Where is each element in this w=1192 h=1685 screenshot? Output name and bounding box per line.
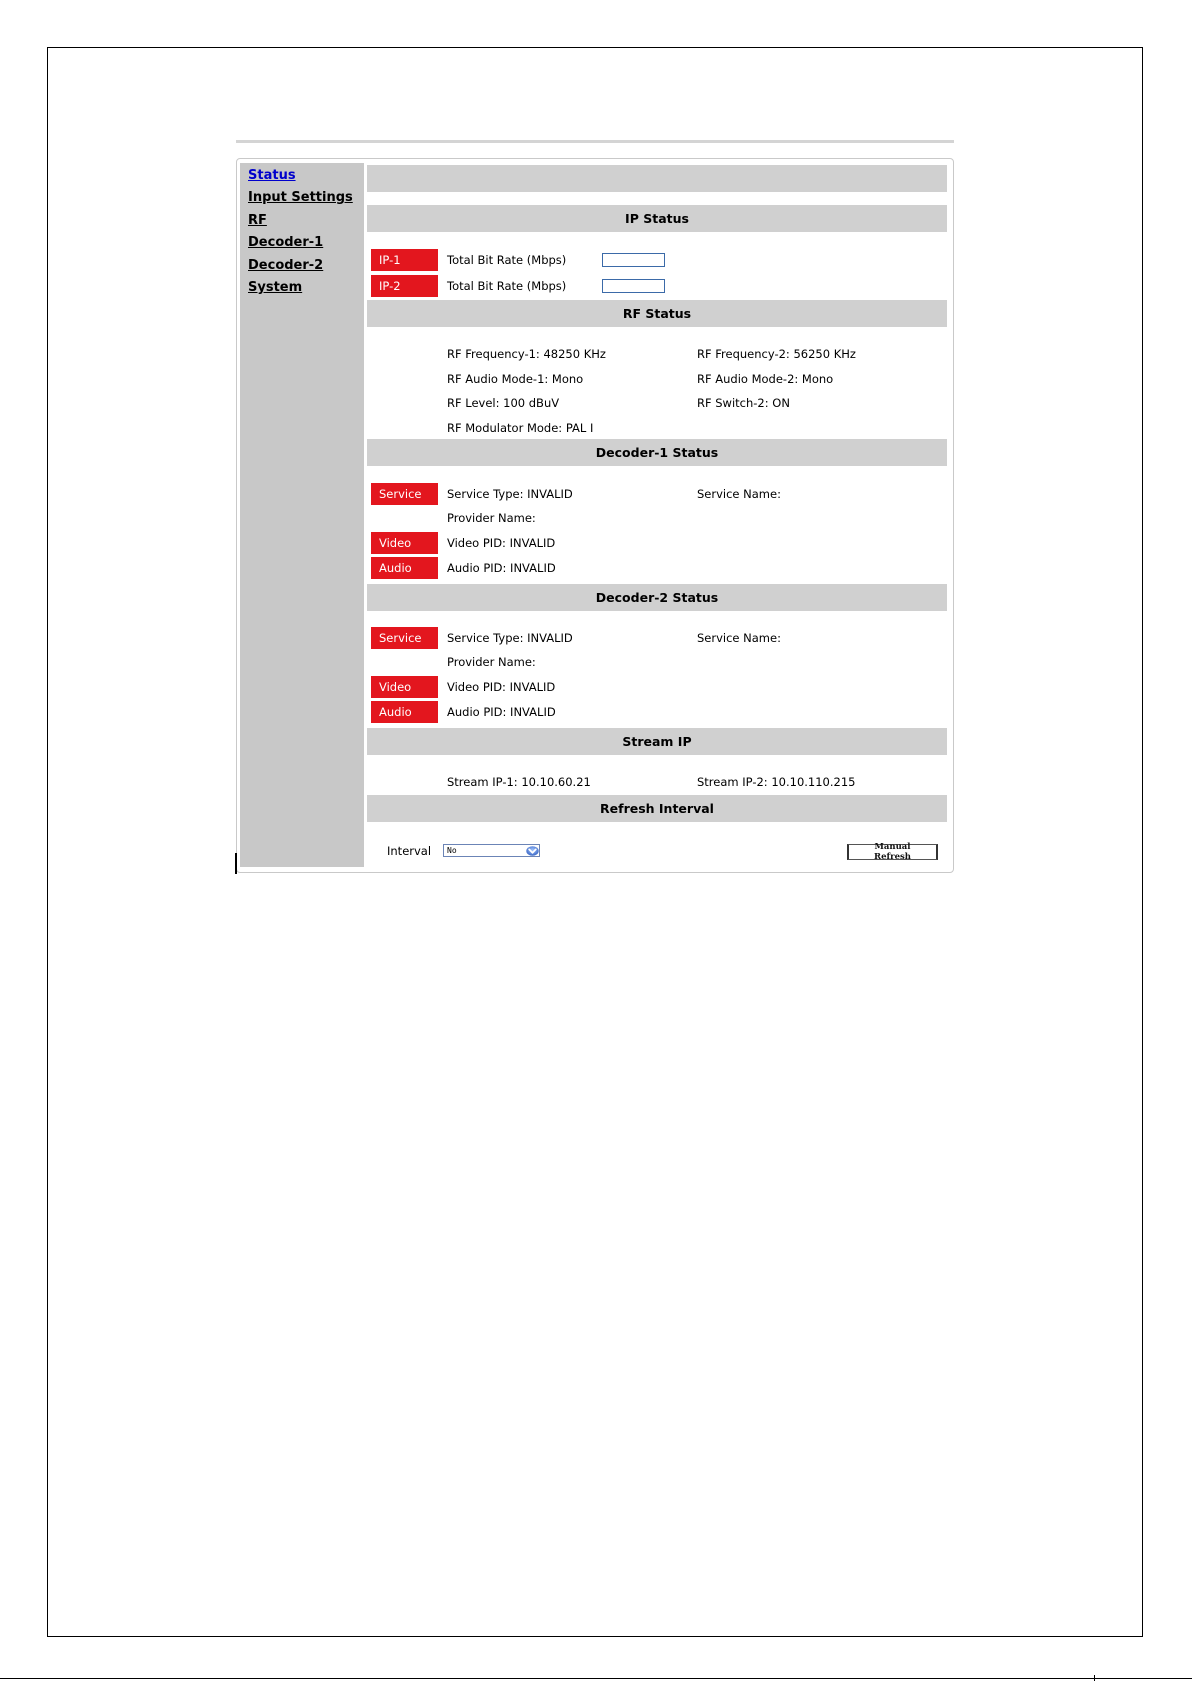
stream-ip-1: Stream IP-1: 10.10.60.21 xyxy=(447,775,591,789)
decoder-1-service-name: Service Name: xyxy=(697,487,781,501)
rf-modulator-mode: RF Modulator Mode: PAL I xyxy=(447,421,594,435)
interval-select[interactable] xyxy=(443,844,540,857)
sidebar-item-input-settings[interactable]: Input Settings xyxy=(248,190,353,205)
top-blank-bar xyxy=(367,165,947,192)
rf-switch-2: RF Switch-2: ON xyxy=(697,396,790,410)
stream-ip-2: Stream IP-2: 10.10.110.215 xyxy=(697,775,856,789)
sidebar-nav xyxy=(240,163,364,867)
decoder-2-provider-name: Provider Name: xyxy=(447,655,536,669)
decoder-1-service-label: Service xyxy=(371,483,438,505)
page-bottom-tick xyxy=(1094,1675,1095,1681)
decoder-2-service-name: Service Name: xyxy=(697,631,781,645)
section-header-stream-ip: Stream IP xyxy=(367,728,947,755)
chevron-down-icon[interactable] xyxy=(525,845,539,856)
rf-audio-mode-2: RF Audio Mode-2: Mono xyxy=(697,372,834,386)
text-cursor-mark xyxy=(235,853,237,874)
status-content xyxy=(367,163,947,867)
sidebar-item-rf[interactable]: RF xyxy=(248,213,267,228)
section-header-decoder-2-status: Decoder-2 Status xyxy=(367,584,947,611)
rf-audio-mode-1: RF Audio Mode-1: Mono xyxy=(447,372,584,386)
ip-1-label: IP-1 xyxy=(371,249,438,271)
top-divider xyxy=(236,140,954,143)
rf-level: RF Level: 100 dBuV xyxy=(447,396,560,410)
section-header-refresh-interval: Refresh Interval xyxy=(367,795,947,822)
decoder-1-video-pid: Video PID: INVALID xyxy=(447,536,556,550)
page-bottom-rule xyxy=(0,1678,1192,1679)
manual-refresh-button[interactable]: Manual Refresh xyxy=(847,844,938,860)
ip-2-label: IP-2 xyxy=(371,275,438,297)
decoder-2-service-label: Service xyxy=(371,627,438,649)
ip-2-bitrate-field[interactable] xyxy=(602,279,665,293)
sidebar-item-system[interactable]: System xyxy=(248,280,303,295)
decoder-1-provider-name: Provider Name: xyxy=(447,511,536,525)
decoder-1-audio-label: Audio xyxy=(371,557,438,579)
section-header-ip-status: IP Status xyxy=(367,205,947,232)
ip-2-bitrate-label: Total Bit Rate (Mbps) xyxy=(447,279,567,293)
decoder-1-service-type: Service Type: INVALID xyxy=(447,487,573,501)
decoder-2-audio-label: Audio xyxy=(371,701,438,723)
decoder-2-audio-pid: Audio PID: INVALID xyxy=(447,705,556,719)
decoder-2-video-pid: Video PID: INVALID xyxy=(447,680,556,694)
decoder-1-video-label: Video xyxy=(371,532,438,554)
decoder-2-service-type: Service Type: INVALID xyxy=(447,631,573,645)
sidebar-item-decoder-2[interactable]: Decoder-2 xyxy=(248,258,324,273)
rf-frequency-1: RF Frequency-1: 48250 KHz xyxy=(447,347,606,361)
section-header-decoder-1-status: Decoder-1 Status xyxy=(367,439,947,466)
interval-select-value: No xyxy=(447,846,457,855)
sidebar-item-status[interactable]: Status xyxy=(248,168,296,183)
section-header-rf-status: RF Status xyxy=(367,300,947,327)
ip-1-bitrate-field[interactable] xyxy=(602,253,665,267)
ip-1-bitrate-label: Total Bit Rate (Mbps) xyxy=(447,253,567,267)
interval-label: Interval xyxy=(387,844,432,858)
decoder-1-audio-pid: Audio PID: INVALID xyxy=(447,561,556,575)
decoder-2-video-label: Video xyxy=(371,676,438,698)
rf-frequency-2: RF Frequency-2: 56250 KHz xyxy=(697,347,856,361)
sidebar-item-decoder-1[interactable]: Decoder-1 xyxy=(248,235,324,250)
